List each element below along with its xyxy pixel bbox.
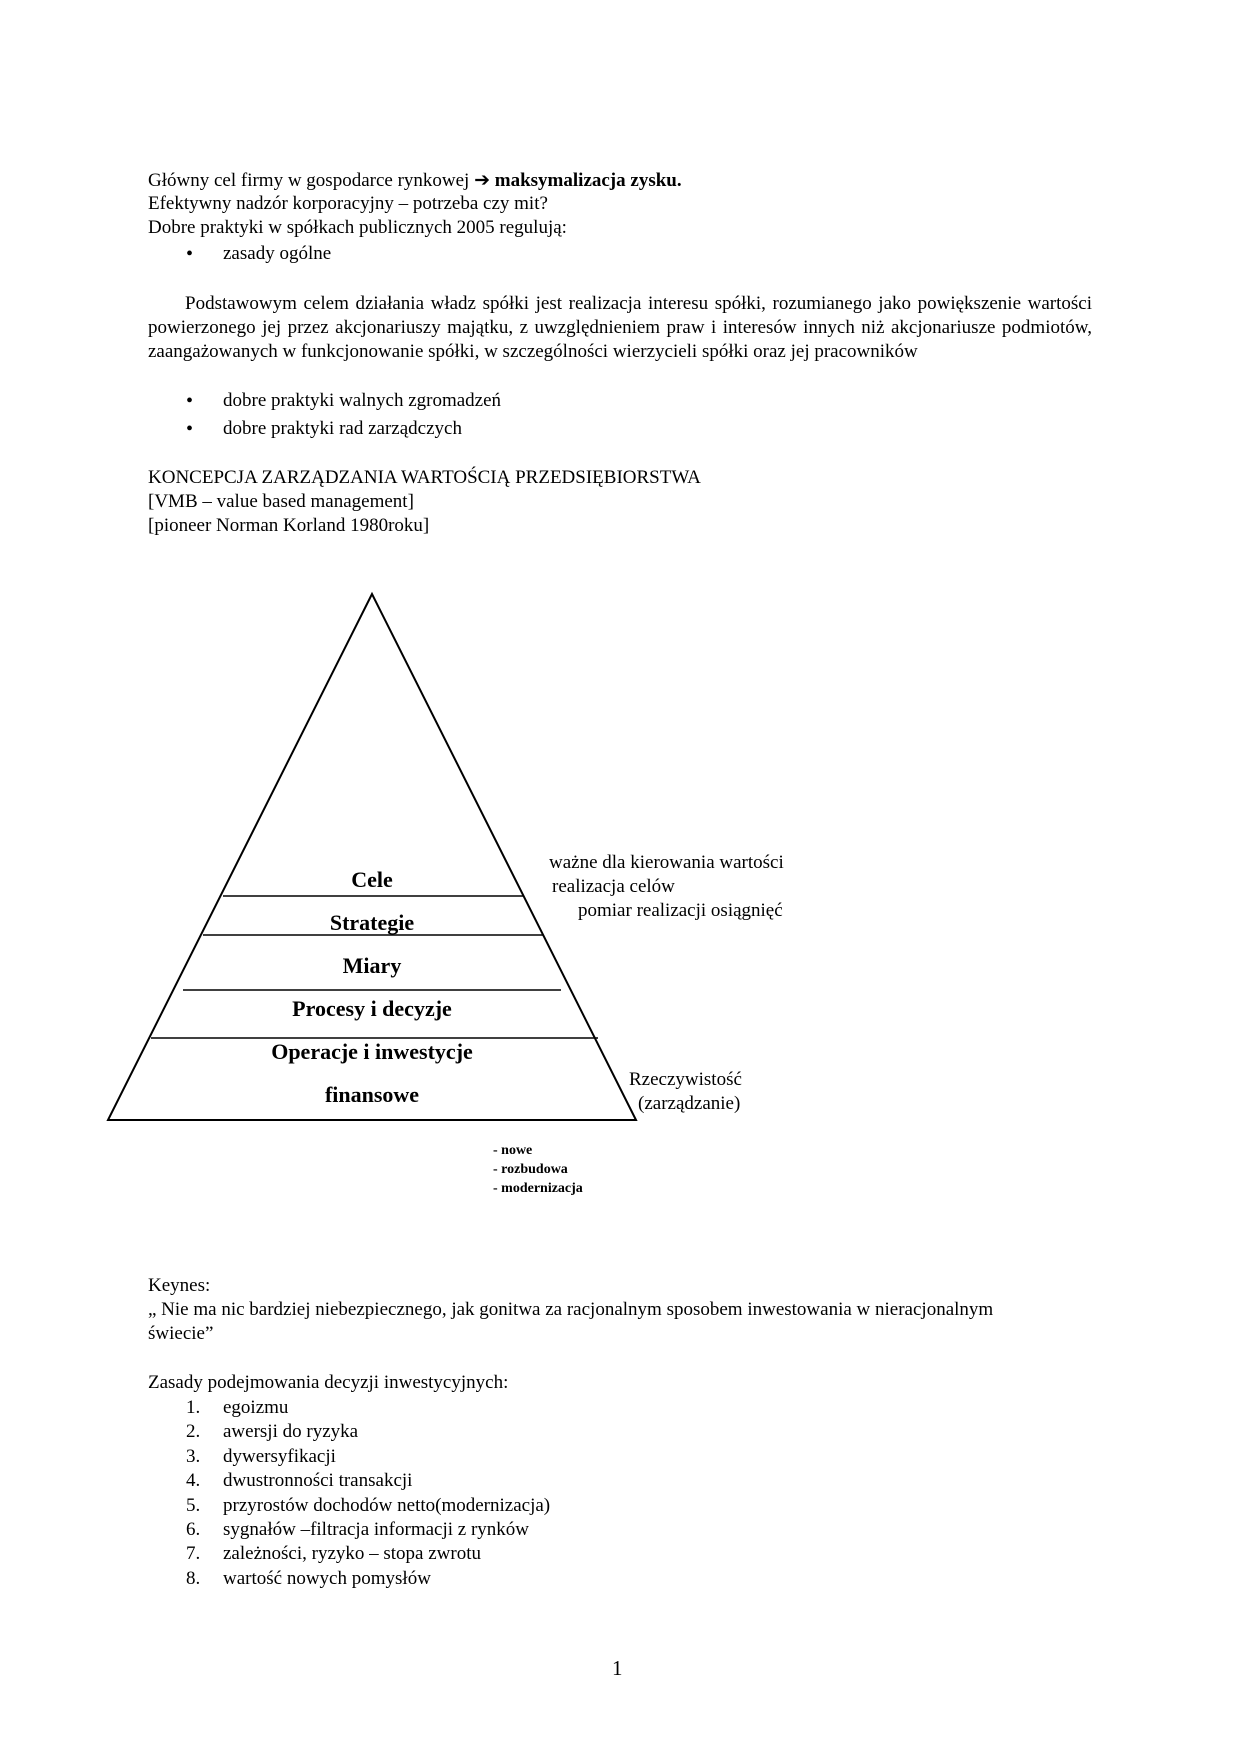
keynes-quote-end: świecie”	[148, 1323, 214, 1344]
pyramid-note-3: pomiar realizacji osiągnięć	[578, 900, 783, 921]
list-item: - modernizacja	[493, 1181, 583, 1196]
list-item: • dobre praktyki rad zarządczych	[186, 417, 501, 441]
pyramid-level-cele: Cele	[351, 867, 393, 892]
list-item: 5. przyrostów dochodów netto(modernizacja)	[186, 1494, 551, 1516]
pyramid-note-1: ważne dla kierowania wartości	[549, 852, 784, 873]
pyramid-level-operacje: Operacje i inwestycje	[271, 1039, 473, 1064]
list-item: 6. sygnałów –filtracja informacji z rynków	[186, 1518, 530, 1540]
pyramid-note-2: realizacja celów	[552, 876, 675, 897]
pyramid-level-miary: Miary	[342, 953, 402, 978]
page-number: 1	[612, 1656, 623, 1680]
pyramid-level-finansowe: finansowe	[324, 1082, 420, 1107]
keynes-quote: „ Nie ma nic bardziej niebezpiecznego, jak gonitwa za racjonalnym sposobem inwestowania w nieracjonalnym	[148, 1299, 994, 1320]
list-item: 8. wartość nowych pomysłów	[186, 1567, 431, 1589]
pyramid-small-list	[493, 1141, 583, 1198]
list-item: 4. dwustronności transakcji	[186, 1470, 413, 1492]
list-item: • dobre praktyki walnych zgromadzeń	[186, 389, 501, 413]
concept-title: KONCEPCJA ZARZĄDZANIA WARTOŚCIĄ PRZEDSIĘBIORSTWA	[148, 467, 701, 488]
list-item: - rozbudowa	[493, 1162, 568, 1177]
pyramid-bottom-note-2: (zarządzanie)	[638, 1093, 741, 1114]
keynes-author: Keynes:	[148, 1275, 211, 1296]
concept-subtitle-2: [pioneer Norman Korland 1980roku]	[148, 515, 430, 536]
pyramid-level-procesy: Procesy i decyzje	[292, 996, 452, 1021]
header-line-1-text: Główny cel firmy w gospodarce rynkowej	[148, 170, 470, 191]
list-item: 7. zależności, ryzyko – stopa zwrotu	[186, 1543, 481, 1565]
rules-title: Zasady podejmowania decyzji inwestycyjnych:	[148, 1372, 509, 1393]
list-item: • zasady ogólne	[186, 242, 331, 266]
list-item: 1. egoizmu	[186, 1397, 289, 1418]
header-line-3: Dobre praktyki w spółkach publicznych 2005 regulują:	[148, 217, 567, 238]
pyramid-bottom-note-1: Rzeczywistość	[629, 1069, 742, 1090]
list-item: 2. awersji do ryzyka	[186, 1421, 359, 1443]
pyramid-level-strategie: Strategie	[329, 910, 415, 935]
header-line-1-bold: maksymalizacja zysku.	[494, 170, 682, 191]
paragraph-main: Podstawowym celem działania władz spółki jest realizacja interesu spółki, rozumianego jako powiększenie wartości powierzonego jej przez akcjonariuszy majątku, z uwzględnieniem praw i interesów innych niż akcjonariusze podmiotów, zaangażowanych w funkcjonowanie spółki, w szczególności wierzycieli spółki oraz jej pracowników	[148, 293, 1092, 362]
rules-list	[186, 1396, 550, 1591]
header-line-2: Efektywny nadzór korporacyjny – potrzeba czy mit?	[148, 193, 548, 214]
right-arrow-icon: ➔	[474, 169, 491, 191]
concept-subtitle-1: [VMB – value based management]	[148, 491, 414, 512]
list-item: 3. dywersyfikacji	[186, 1445, 336, 1467]
list-item: - nowe	[493, 1143, 533, 1158]
